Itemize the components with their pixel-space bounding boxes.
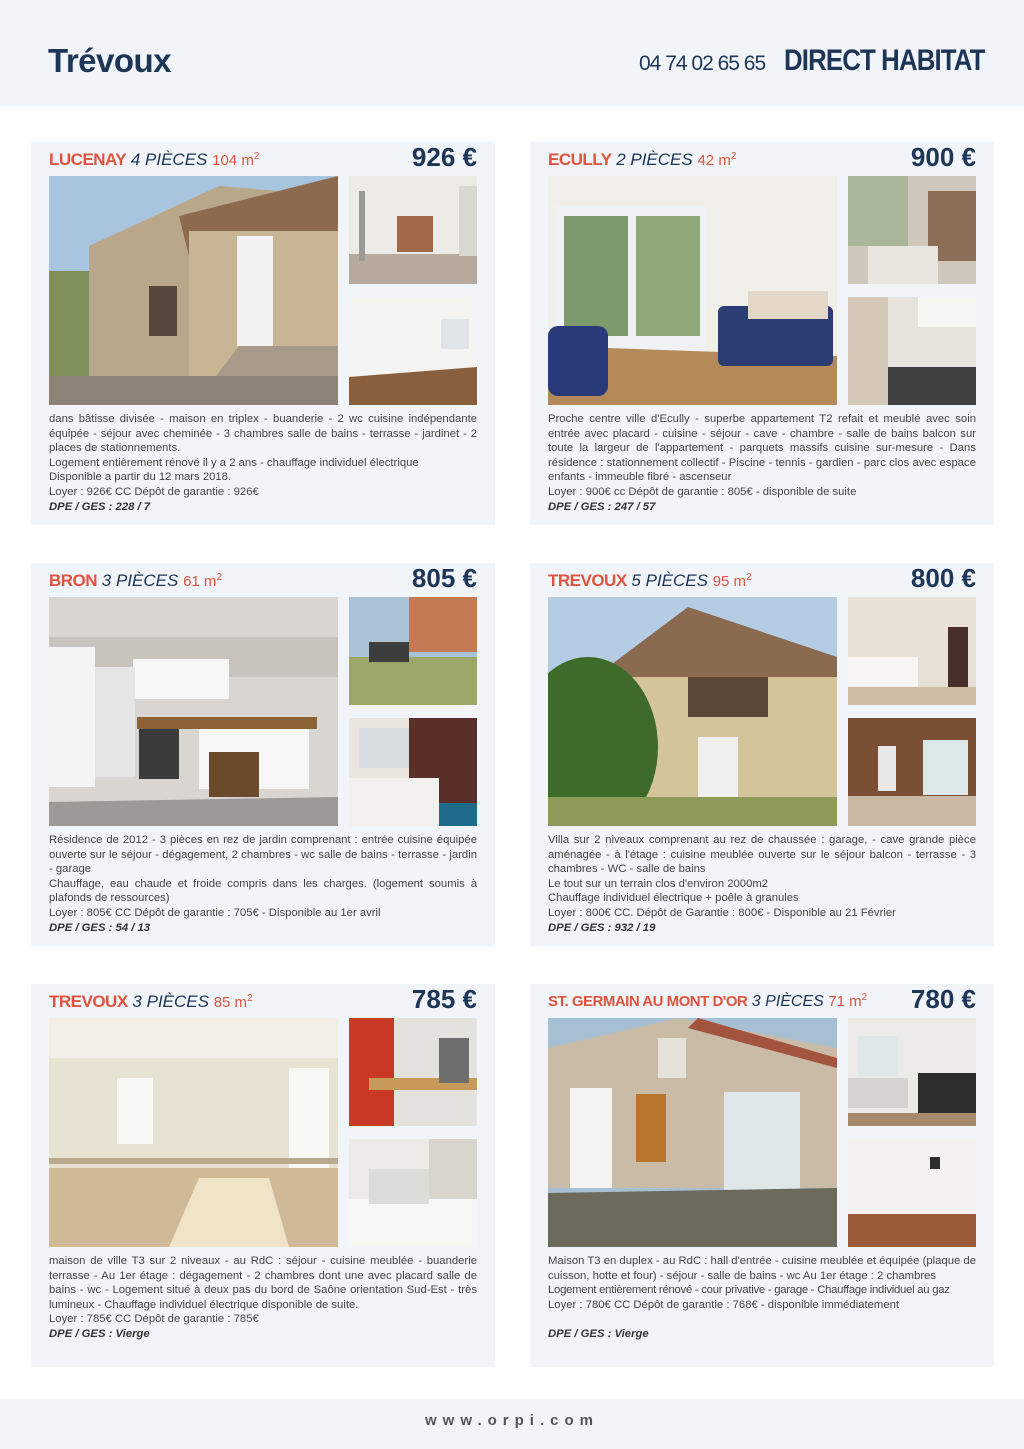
listing-description: Proche centre ville d'Ecully - superbe appartement T2 refait et meublé avec soin entrée avec placard - cuisine - séjour - cave - chambre - salle de bains balcon sur toute la largeur de l'appartement - parquets massifs cuisine sur-mesure - Dans résidence : stationnement collectif - Piscine - tennis - gardien - parc clos avec espace enfants - immeuble fibré - ascenseur Loyer : 900€ cc Dépôt de garantie : 805€ - disponible de suite DPE / GES : 247 / 57 — [548, 413, 976, 513]
listing-rooms: 3 PIÈCES — [132, 992, 209, 1011]
listing-photo-2[interactable] — [848, 597, 976, 705]
listing-rooms: 3 PIÈCES — [751, 993, 824, 1010]
listing-photo-2[interactable] — [349, 176, 477, 284]
listing-title — [49, 150, 259, 170]
listing-description: dans bâtisse divisée - maison en triplex - buanderie - 2 wc cuisine indépendante équipée - séjour avec cheminée - 3 chambres salle de bains - terrasse - jardinet - 2 places de stationnements. Logement entièrement rénové il y a 2 ans - chauffage individuel électrique Disponible a partir du 12 mars 2018. Loyer : 926€ CC Dépôt de garantie : 926€ DPE / GES : 228 / 7 — [49, 413, 477, 513]
agency-phone[interactable]: 04 74 02 65 65 — [639, 52, 766, 75]
listing-dpe: DPE / GES : 932 / 19 — [548, 921, 656, 934]
listing-place: TREVOUX — [49, 992, 128, 1011]
listing-place: ECULLY — [548, 150, 612, 169]
listing-photo-2[interactable] — [848, 1018, 976, 1126]
listing-rooms: 2 PIÈCES — [616, 150, 693, 169]
listing-card[interactable] — [530, 563, 994, 946]
listing-description: Villa sur 2 niveaux comprenant au rez de chaussée : garage, - cave grande pièce aménagée - à l'étage : cuisine meublée ouverte sur le séjour balcon - terrasse - 3 chambres - WC - salle de bains Le tout sur un terrain clos d'environ 2000m2 Chauffage individuel électrique + poêle à granules Loyer : 800€ CC. Dépôt de Garantie : 800€ - Disponible au 21 Février DPE / GES : 932 / 19 — [548, 834, 976, 934]
listing-photo-3[interactable] — [349, 718, 477, 826]
listing-area: 104 $m^2$ — [212, 151, 260, 169]
website-link[interactable]: www.orpi.com — [425, 1412, 599, 1429]
listing-photo-main[interactable] — [49, 597, 338, 826]
listing-photo-main[interactable] — [548, 597, 837, 826]
listing-title — [548, 150, 736, 170]
listing-place: TREVOUX — [548, 571, 627, 590]
listing-rooms: 3 PIÈCES — [101, 571, 179, 590]
listing-card[interactable] — [530, 984, 994, 1367]
listing-dpe: DPE / GES : 247 / 57 — [548, 500, 656, 513]
listing-area: 42 $m^2$ — [697, 151, 737, 169]
listing-price: 805 € — [411, 563, 477, 593]
listing-area: 85 $m^2$ — [213, 993, 253, 1011]
listing-title — [49, 571, 222, 591]
listing-photo-3[interactable] — [349, 297, 477, 405]
listing-description: Maison T3 en duplex - au RdC : hall d'entrée - cuisine meublée et équipée (plaque de cuisson, hotte et four) - séjour - salle de bains - wc Au 1er étage : 2 chambres Logement entièrement rénové - cour privative - garage - Chauffage individuel au gaz Loyer : 780€ CC Dépôt de garantie : 768€ - disponible immédiatement DPE / GES : Vierge — [548, 1255, 976, 1340]
listing-price: 900 € — [910, 142, 976, 172]
listing-card[interactable] — [31, 563, 495, 946]
listing-place: LUCENAY — [49, 150, 127, 169]
listing-price: 800 € — [910, 563, 976, 593]
listing-title — [548, 992, 867, 1011]
listing-price: 785 € — [411, 984, 477, 1014]
agency-brand: DIRECT HABITAT — [784, 44, 985, 77]
listing-area: 71 $m^2$ — [828, 992, 868, 1010]
listing-photo-2[interactable] — [848, 176, 976, 284]
listing-place: BRON — [49, 571, 98, 590]
listing-price: 926 € — [411, 142, 477, 172]
listing-place: ST. GERMAIN AU MONT D'OR — [548, 993, 748, 1010]
listing-photo-main[interactable] — [548, 1018, 837, 1247]
listing-rooms: 4 PIÈCES — [130, 150, 208, 169]
listing-photo-2[interactable] — [349, 1018, 477, 1126]
listing-photo-3[interactable] — [848, 1139, 976, 1247]
listing-title — [49, 992, 253, 1012]
listing-dpe: DPE / GES : 54 / 13 — [49, 921, 151, 934]
listing-rooms: 5 PIÈCES — [631, 571, 708, 590]
listing-photo-3[interactable] — [848, 718, 976, 826]
listing-photo-2[interactable] — [349, 597, 477, 705]
listing-photo-3[interactable] — [848, 297, 976, 405]
listing-dpe: DPE / GES : Vierge — [49, 1327, 150, 1340]
listing-title — [548, 571, 752, 591]
page-footer — [0, 1399, 1024, 1449]
listing-area: 95 $m^2$ — [712, 572, 752, 590]
listing-card[interactable] — [530, 142, 994, 525]
listing-price: 780 € — [910, 984, 976, 1014]
listing-card[interactable] — [31, 142, 495, 525]
listing-dpe: DPE / GES : 228 / 7 — [49, 500, 151, 513]
listing-description: Résidence de 2012 - 3 pièces en rez de jardin comprenant : entrée cuisine équipée ouverte sur le séjour - dégagement, 2 chambres - wc salle de bains - terrasse - jardin - garage Chauffage, eau chaude et froide compris dans les charges. (logement soumis à plafonds de ressources) Loyer : 805€ CC Dépôt de garantie : 705€ - Disponible au 1er avril DPE / GES : 54 / 13 — [49, 834, 477, 934]
listing-dpe: DPE / GES : Vierge — [548, 1327, 649, 1340]
listing-description: maison de ville T3 sur 2 niveaux - au RdC : séjour - cuisine meublée - buanderie terrasse - Au 1er étage : dégagement - 2 chambres dont une avec placard salle de bains - wc - Logement situé à deux pas du bord de Saône orientation Sud-Est - très lumineux - Chauffage individuel électrique disponible de suite. Loyer : 785€ CC Dépôt de garantie : 785€ DPE / GES : Vierge — [49, 1255, 477, 1340]
listing-area: 61 $m^2$ — [183, 572, 222, 590]
listing-photo-main[interactable] — [49, 176, 338, 405]
page-header — [0, 0, 1024, 106]
city-title: Trévoux — [48, 42, 172, 79]
listing-photo-main[interactable] — [49, 1018, 338, 1247]
listing-photo-3[interactable] — [349, 1139, 477, 1247]
listing-photo-main[interactable] — [548, 176, 837, 405]
listing-card[interactable] — [31, 984, 495, 1367]
